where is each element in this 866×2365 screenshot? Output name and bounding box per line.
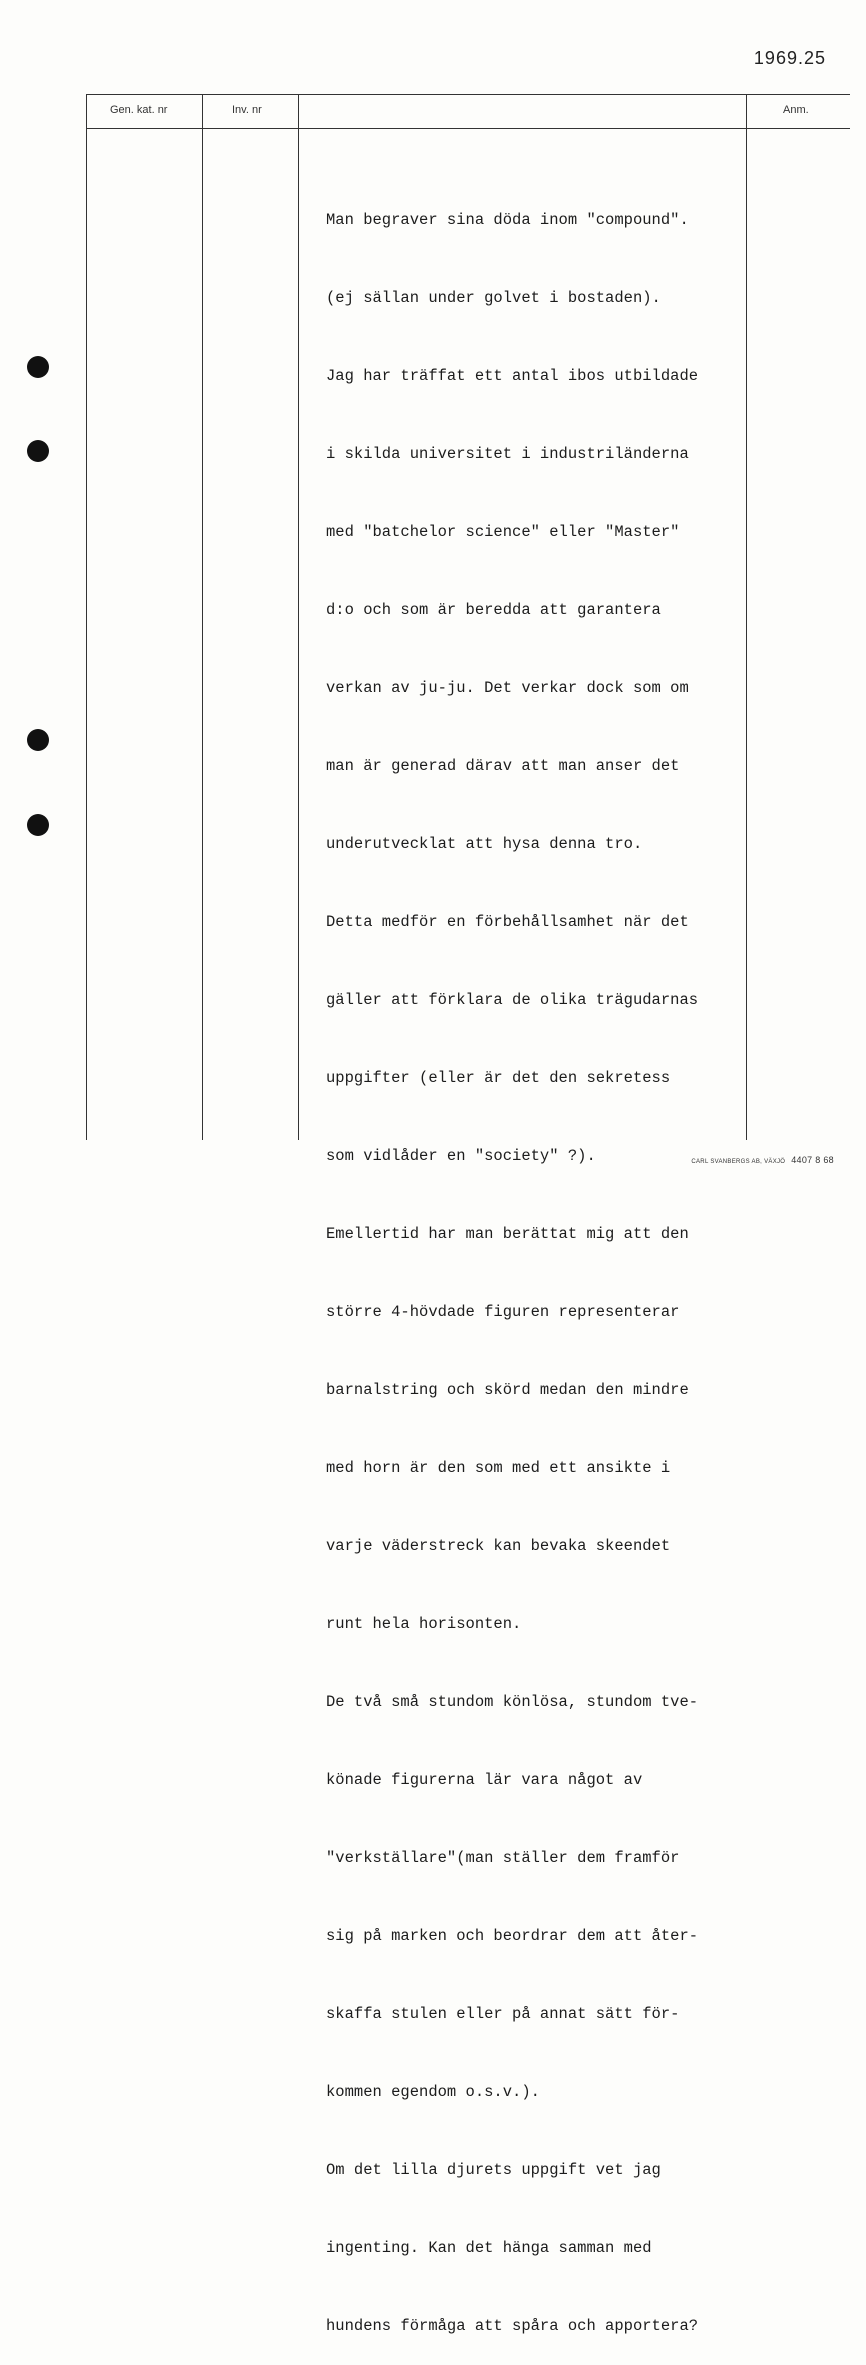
punch-hole <box>27 729 49 751</box>
punch-hole <box>27 440 49 462</box>
text-line: man är generad därav att man anser det <box>326 757 680 775</box>
typed-text-block <box>326 155 746 2365</box>
page-number: 1969.25 <box>753 48 826 68</box>
punch-hole <box>27 814 49 836</box>
text-line: barnalstring och skörd medan den mindre <box>326 1381 689 1399</box>
column-divider-inv <box>202 94 203 1140</box>
column-divider-text <box>298 94 299 1140</box>
form-code: 4407 8 68 <box>791 1155 834 1165</box>
text-line: i skilda universitet i industriländerna <box>326 445 689 463</box>
text-line: hundens förmåga att spåra och apportera? <box>326 2317 699 2335</box>
text-line: varje väderstreck kan bevaka skeendet <box>326 1537 671 1555</box>
table-header-rule <box>86 128 850 129</box>
text-line: gäller att förklara de olika trägudarnas <box>326 991 699 1009</box>
text-line: runt hela horisonten. <box>326 1615 522 1633</box>
text-line: d:o och som är beredda att garantera <box>326 601 661 619</box>
text-line: med "batchelor science" eller "Master" <box>326 523 680 541</box>
column-header-anm: Anm. <box>783 104 809 116</box>
text-line: De två små stundom könlösa, stundom tve- <box>326 1693 699 1711</box>
text-line: verkan av ju-ju. Det verkar dock som om <box>326 679 689 697</box>
column-header-gen-kat-nr: Gen. kat. nr <box>110 104 168 116</box>
text-line: uppgifter (eller är det den sekretess <box>326 1069 671 1087</box>
column-divider-anm <box>746 94 747 1140</box>
text-line: större 4-hövdade figuren representerar <box>326 1303 680 1321</box>
text-line: "verkställare"(man ställer dem framför <box>326 1849 680 1867</box>
text-line: könade figurerna lär vara något av <box>326 1771 643 1789</box>
text-line: kommen egendom o.s.v.). <box>326 2083 540 2101</box>
table-top-rule <box>86 94 850 95</box>
text-line: Emellertid har man berättat mig att den <box>326 1225 689 1243</box>
printer-name: CARL SVANBERGS AB, VÄXJÖ <box>691 1159 786 1165</box>
text-line: (ej sällan under golvet i bostaden). <box>326 289 661 307</box>
column-header-inv-nr: Inv. nr <box>232 104 262 116</box>
text-line: ingenting. Kan det hänga samman med <box>326 2239 652 2257</box>
footer-imprint <box>691 1155 834 1165</box>
text-line: Man begraver sina döda inom "compound". <box>326 211 689 229</box>
text-line: underutvecklat att hysa denna tro. <box>326 835 643 853</box>
text-line: med horn är den som med ett ansikte i <box>326 1459 671 1477</box>
text-line: Om det lilla djurets uppgift vet jag <box>326 2161 661 2179</box>
text-line: Detta medför en förbehållsamhet när det <box>326 913 689 931</box>
column-divider-left <box>86 94 87 1140</box>
text-line: sig på marken och beordrar dem att åter- <box>326 1927 699 1945</box>
text-line: som vidlåder en "society" ?). <box>326 1147 596 1165</box>
text-line: Jag har träffat ett antal ibos utbildade <box>326 367 699 385</box>
punch-hole <box>27 356 49 378</box>
text-line: skaffa stulen eller på annat sätt för- <box>326 2005 680 2023</box>
